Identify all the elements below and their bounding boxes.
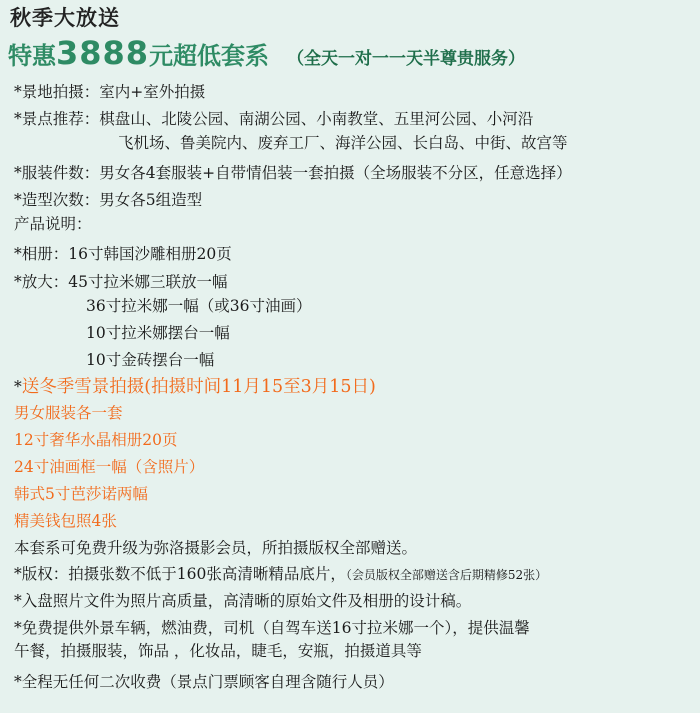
- promo-note: （全天一对一一天半尊贵服务）: [287, 49, 526, 69]
- winter-item: 男女服装各一套: [14, 404, 123, 422]
- page-title: 秋季大放送: [10, 6, 120, 30]
- costume-line: *服装件数：男女各4套服装+自带情侣装一套拍摄（全场服装不分区，任意选择）: [14, 164, 572, 182]
- spots-line-cont: 飞机场、鲁美院内、废弃工厂、海洋公园、长白岛、中街、故宫等: [118, 134, 568, 152]
- copyright-text: *版权：拍摄张数不低于160张高清晰精品底片，: [14, 565, 346, 583]
- promo-headline: [8, 34, 525, 72]
- enlarge-item-4: 10寸金砖摆台一幅: [86, 351, 215, 369]
- winter-item: 24寸油画框一幅（含照片）: [14, 458, 205, 476]
- winter-title: 送冬季雪景拍摄(拍摄时间11月15至3月15日): [21, 377, 376, 397]
- enlarge-item-2: 36寸拉米娜一幅（或36寸油画）: [86, 297, 312, 315]
- winter-star: *: [14, 378, 22, 396]
- promo-price: 3888: [56, 34, 150, 72]
- free-line-1: *免费提供外景车辆，燃油费，司机（自驾车送16寸拉米娜一个），提供温馨: [14, 619, 530, 637]
- spots-line: *景点推荐：棋盘山、北陵公园、南湖公园、小南教堂、五里河公园、小河沿: [14, 110, 534, 128]
- upgrade-line: 本套系可免费升级为弥洛摄影会员，所拍摄版权全部赠送。: [14, 539, 418, 557]
- copyright-note: （会员版权全部赠送含后期精修52张）: [345, 568, 548, 582]
- no-fee-line: *全程无任何二次收费（景点门票顾客自理含随行人员）: [14, 673, 394, 691]
- album-line: *相册：16寸韩国沙雕相册20页: [14, 245, 232, 263]
- copyright-line: [14, 564, 547, 585]
- promo-suffix: 元超低套系: [149, 42, 270, 70]
- location-line: *景地拍摄：室内+室外拍摄: [14, 83, 206, 101]
- winter-heading: [14, 377, 376, 397]
- winter-item: 韩式5寸芭莎诺两幅: [14, 485, 148, 503]
- promo-prefix: 特惠: [8, 42, 56, 70]
- styling-line: *造型次数：男女各5组造型: [14, 191, 203, 209]
- winter-item: 12寸奢华水晶相册20页: [14, 431, 178, 449]
- enlarge-line: *放大：45寸拉米娜三联放一幅: [14, 273, 228, 291]
- product-heading: 产品说明：: [14, 215, 92, 233]
- disc-line: *入盘照片文件为照片高质量，高清晰的原始文件及相册的设计稿。: [14, 592, 472, 610]
- winter-item: 精美钱包照4张: [14, 512, 117, 530]
- enlarge-item-3: 10寸拉米娜摆台一幅: [86, 324, 230, 342]
- free-line-2: 午餐，拍摄服装，饰品 ，化妆品，睫毛，安瓶，拍摄道具等: [14, 642, 422, 660]
